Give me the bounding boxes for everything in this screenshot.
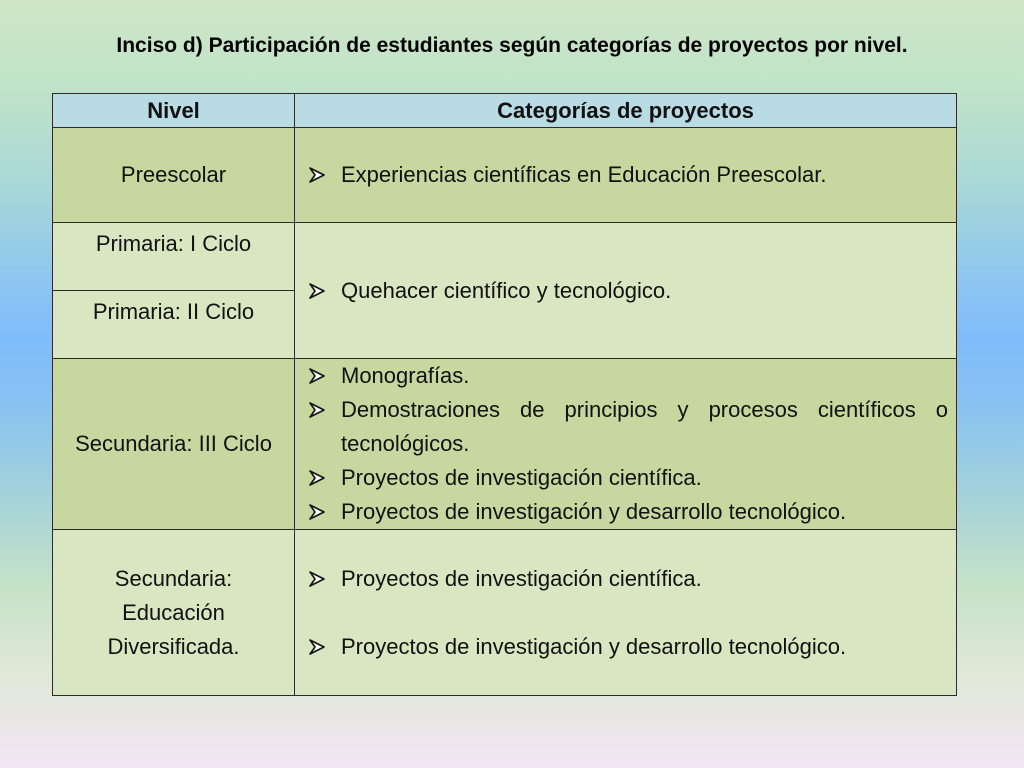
list-item-text: Experiencias científicas en Educación Preescolar. — [341, 162, 827, 187]
level-line: Diversificada. — [107, 633, 240, 659]
arrow-bullet-icon — [307, 359, 327, 393]
categories-cell — [295, 530, 957, 696]
table-header-row — [53, 94, 957, 128]
list-item-text: Proyectos de investigación y desarrollo tecnológico. — [341, 499, 847, 524]
bullet-list — [307, 158, 948, 192]
table-row — [53, 223, 957, 291]
header-nivel: Nivel — [53, 94, 295, 128]
bullet-list — [307, 359, 948, 529]
categories-cell — [295, 128, 957, 223]
arrow-bullet-icon — [307, 274, 327, 308]
table-row — [53, 530, 957, 696]
arrow-bullet-icon — [307, 158, 327, 192]
list-item — [307, 359, 948, 393]
level-line: Educación — [122, 599, 225, 625]
header-categorias: Categorías de proyectos — [295, 94, 957, 128]
list-item — [307, 630, 948, 664]
bullet-list — [307, 274, 948, 308]
list-spacer — [307, 596, 948, 630]
list-item — [307, 461, 948, 495]
list-item-text: Proyectos de investigación científica. — [341, 465, 702, 490]
level-cell: Primaria: I Ciclo — [53, 223, 295, 291]
list-item — [307, 495, 948, 529]
categories-table — [52, 93, 957, 696]
level-cell — [53, 530, 295, 696]
level-line: Secundaria: — [114, 565, 233, 591]
level-cell: Secundaria: III Ciclo — [53, 359, 295, 530]
list-item-text: Proyectos de investigación y desarrollo tecnológico. — [341, 633, 847, 659]
level-cell: Primaria: II Ciclo — [53, 291, 295, 359]
table-row — [53, 359, 957, 530]
list-item — [307, 393, 948, 461]
level-cell: Preescolar — [53, 128, 295, 223]
list-item-text: Monografías. — [341, 363, 470, 388]
arrow-bullet-icon — [307, 562, 327, 596]
categories-cell — [295, 223, 957, 359]
arrow-bullet-icon — [307, 630, 327, 664]
list-item-text: Demostraciones de principios y procesos científicos o tecnológicos. — [341, 397, 948, 456]
list-item — [307, 274, 948, 308]
slide-title: Inciso d) Participación de estudiantes según categorías de proyectos por nivel. — [116, 34, 908, 57]
table-row — [53, 128, 957, 223]
bullet-list — [307, 562, 948, 664]
list-item — [307, 562, 948, 596]
arrow-bullet-icon — [307, 495, 327, 529]
list-item — [307, 158, 948, 192]
list-item-text: Proyectos de investigación científica. — [341, 565, 702, 591]
categories-cell — [295, 359, 957, 530]
arrow-bullet-icon — [307, 461, 327, 495]
list-item-text: Quehacer científico y tecnológico. — [341, 277, 672, 303]
arrow-bullet-icon — [307, 393, 327, 427]
